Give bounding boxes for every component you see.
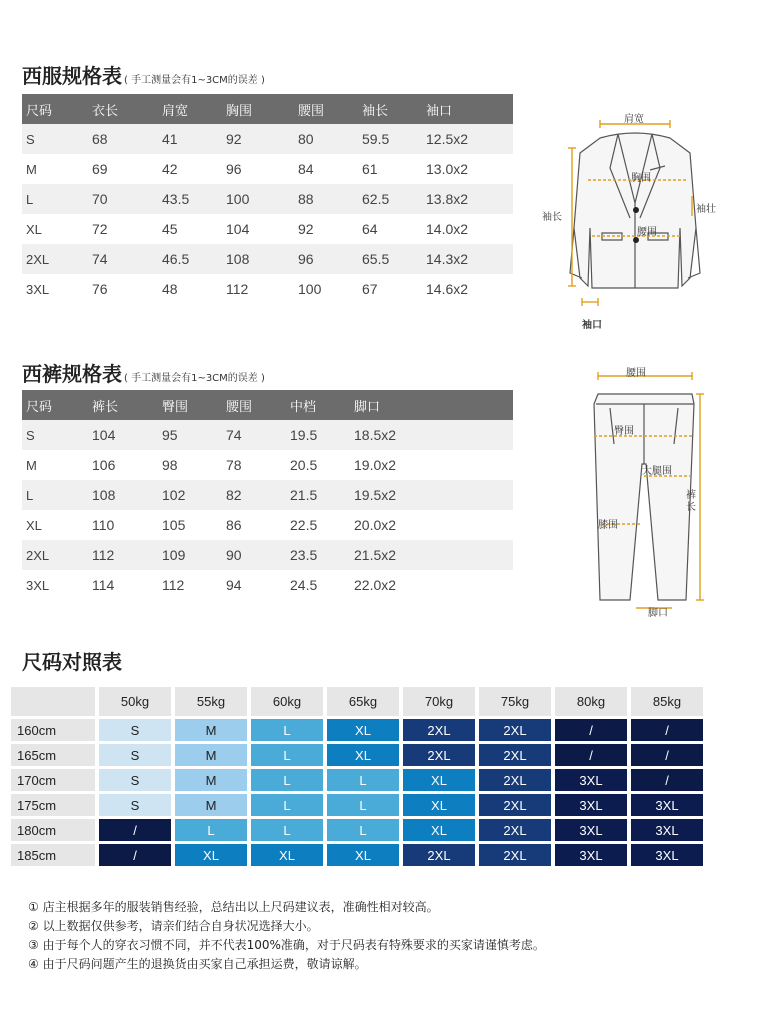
pants-table-cell: 98 [158, 450, 222, 480]
pants-table-cell: 20.5 [286, 450, 350, 480]
suit-note: ( 手工测量会有1~3CM的误差 ) [124, 75, 265, 86]
suit-table-row [22, 154, 513, 184]
size-cell: / [99, 819, 171, 841]
suit-sleeve-width-label: 袖壮 [696, 204, 716, 215]
weight-header: 65kg [327, 687, 399, 716]
size-cell: S [99, 719, 171, 741]
weight-header: 85kg [631, 687, 703, 716]
size-cell: XL [327, 744, 399, 766]
size-chart-row [11, 769, 703, 791]
suit-table-row [22, 214, 513, 244]
pants-title-text: 西裤规格表 [22, 362, 122, 386]
size-cell: L [175, 819, 247, 841]
suit-table-cell: 67 [358, 274, 422, 304]
size-chart-corner [11, 687, 95, 716]
suit-cuff-label: 袖口 [582, 320, 602, 331]
suit-header-cell: 肩宽 [158, 94, 222, 124]
pants-table-cell: 19.5 [286, 420, 350, 450]
suit-table-cell: 92 [222, 124, 294, 154]
suit-table-cell: 14.6x2 [422, 274, 513, 304]
suit-table-cell: 42 [158, 154, 222, 184]
pants-note: ( 手工测量会有1~3CM的误差 ) [124, 373, 265, 384]
suit-table-cell: 100 [294, 274, 358, 304]
pants-table-row [22, 540, 513, 570]
size-cell: / [555, 744, 627, 766]
suit-table-cell: 84 [294, 154, 358, 184]
size-cell: XL [403, 769, 475, 791]
suit-table-cell: 74 [88, 244, 158, 274]
pants-table-cell: 102 [158, 480, 222, 510]
pants-table-cell: 78 [222, 450, 286, 480]
height-header: 170cm [11, 769, 95, 791]
pants-title [22, 358, 265, 387]
pants-table-cell: 106 [88, 450, 158, 480]
size-cell: 3XL [555, 819, 627, 841]
suit-table-cell: 61 [358, 154, 422, 184]
size-cell: 2XL [479, 794, 551, 816]
pants-table-cell: 94 [222, 570, 286, 600]
notes [28, 898, 545, 974]
size-cell: L [327, 769, 399, 791]
height-header: 175cm [11, 794, 95, 816]
suit-table-cell: 70 [88, 184, 158, 214]
size-cell: L [251, 819, 323, 841]
size-cell: 3XL [631, 844, 703, 866]
weight-header: 50kg [99, 687, 171, 716]
suit-diagram [540, 108, 740, 330]
pants-table-cell: 82 [222, 480, 286, 510]
suit-table-cell: 46.5 [158, 244, 222, 274]
pants-header-cell: 中档 [286, 390, 350, 420]
pants-table-cell: 108 [88, 480, 158, 510]
suit-title [22, 60, 265, 89]
size-cell: 2XL [403, 744, 475, 766]
suit-sleeve-length-label: 袖长 [542, 212, 562, 223]
size-cell: M [175, 719, 247, 741]
suit-table-cell: 59.5 [358, 124, 422, 154]
size-cell: S [99, 769, 171, 791]
pants-table-cell: 23.5 [286, 540, 350, 570]
note-3: ③ 由于每个人的穿衣习惯不同，并不代表100%准确，对于尺码表有特殊要求的买家请谨慎考虑。 [28, 938, 545, 952]
suit-table-row [22, 274, 513, 304]
suit-table-cell: 100 [222, 184, 294, 214]
height-header: 180cm [11, 819, 95, 841]
pants-table-cell: 114 [88, 570, 158, 600]
pants-table-row [22, 450, 513, 480]
pants-knee-label: 膝围 [598, 520, 618, 531]
size-cell: L [327, 819, 399, 841]
height-header: 160cm [11, 719, 95, 741]
pants-waist-label: 腰围 [626, 368, 646, 379]
size-cell: L [251, 719, 323, 741]
size-cell: / [99, 844, 171, 866]
suit-chest-label: 胸围 [631, 173, 651, 184]
size-cell: M [175, 794, 247, 816]
size-chart-row [11, 744, 703, 766]
suit-table-cell: S [22, 124, 88, 154]
size-cell: L [251, 769, 323, 791]
suit-table-row [22, 244, 513, 274]
size-cell: / [555, 719, 627, 741]
suit-table-cell: 3XL [22, 274, 88, 304]
size-cell: S [99, 794, 171, 816]
suit-waist-label: 腰围 [637, 227, 657, 238]
size-chart-table [7, 684, 707, 869]
pants-table-cell: 74 [222, 420, 286, 450]
size-cell: / [631, 769, 703, 791]
suit-table-cell: 68 [88, 124, 158, 154]
size-cell: XL [327, 844, 399, 866]
suit-table-cell: 48 [158, 274, 222, 304]
suit-table-cell: 108 [222, 244, 294, 274]
pants-table-cell: 105 [158, 510, 222, 540]
suit-table-cell: L [22, 184, 88, 214]
suit-table-cell: 92 [294, 214, 358, 244]
size-chart-title: 尺码对照表 [22, 650, 122, 674]
size-cell: 3XL [555, 794, 627, 816]
pants-table-row [22, 510, 513, 540]
suit-title-text: 西服规格表 [22, 64, 122, 88]
suit-table-cell: 13.0x2 [422, 154, 513, 184]
pants-table-cell: 90 [222, 540, 286, 570]
size-chart-row [11, 794, 703, 816]
suit-table-cell: 64 [358, 214, 422, 244]
suit-table-row [22, 184, 513, 214]
pants-table-cell: 110 [88, 510, 158, 540]
weight-header: 70kg [403, 687, 475, 716]
suit-illustration [540, 108, 740, 330]
suit-table-cell: 12.5x2 [422, 124, 513, 154]
size-cell: XL [403, 794, 475, 816]
suit-table-cell: 96 [294, 244, 358, 274]
pants-table-cell: 112 [88, 540, 158, 570]
height-header: 165cm [11, 744, 95, 766]
suit-table-cell: 62.5 [358, 184, 422, 214]
size-cell: 2XL [403, 844, 475, 866]
pants-table-cell: 104 [88, 420, 158, 450]
suit-table-cell: 104 [222, 214, 294, 244]
size-cell: M [175, 769, 247, 791]
suit-header-cell: 袖口 [422, 94, 513, 124]
suit-table-cell: 88 [294, 184, 358, 214]
suit-table-cell: 14.3x2 [422, 244, 513, 274]
pants-header-cell: 裤长 [88, 390, 158, 420]
size-cell: 2XL [479, 844, 551, 866]
suit-header-cell: 尺码 [22, 94, 88, 124]
pants-spec-table [22, 390, 513, 600]
size-cell: 2XL [479, 744, 551, 766]
pants-table-cell: 3XL [22, 570, 88, 600]
size-chart-row [11, 719, 703, 741]
suit-table-cell: 41 [158, 124, 222, 154]
suit-table-cell: 45 [158, 214, 222, 244]
pants-table-row [22, 570, 513, 600]
suit-table-cell: 112 [222, 274, 294, 304]
weight-header: 75kg [479, 687, 551, 716]
pants-length-label: 裤长 [686, 490, 696, 513]
pants-table-cell: 109 [158, 540, 222, 570]
pants-table-cell: 86 [222, 510, 286, 540]
suit-header-cell: 腰围 [294, 94, 358, 124]
suit-table-cell: XL [22, 214, 88, 244]
size-cell: L [327, 794, 399, 816]
pants-table-row [22, 420, 513, 450]
note-2: ② 以上数据仅供参考，请亲们结合自身状况选择大小。 [28, 919, 319, 933]
pants-table-cell: 19.5x2 [350, 480, 513, 510]
suit-table-cell: 72 [88, 214, 158, 244]
pants-table-cell: 18.5x2 [350, 420, 513, 450]
size-cell: L [251, 794, 323, 816]
pants-table-cell: XL [22, 510, 88, 540]
pants-table-cell: L [22, 480, 88, 510]
size-cell: 3XL [631, 794, 703, 816]
pants-table-cell: 20.0x2 [350, 510, 513, 540]
size-cell: M [175, 744, 247, 766]
size-cell: 3XL [555, 844, 627, 866]
pants-hem-label: 脚口 [648, 608, 668, 619]
suit-table-cell: 43.5 [158, 184, 222, 214]
height-header: 185cm [11, 844, 95, 866]
pants-table-cell: M [22, 450, 88, 480]
size-chart-row [11, 844, 703, 866]
suit-table-cell: 96 [222, 154, 294, 184]
suit-table-cell: 80 [294, 124, 358, 154]
pants-header-cell: 尺码 [22, 390, 88, 420]
size-cell: 2XL [479, 719, 551, 741]
suit-header-cell: 衣长 [88, 94, 158, 124]
pants-table-cell: 24.5 [286, 570, 350, 600]
weight-header: 60kg [251, 687, 323, 716]
pants-header-cell: 臀围 [158, 390, 222, 420]
suit-table-cell: 65.5 [358, 244, 422, 274]
pants-header-cell: 脚口 [350, 390, 513, 420]
pants-table-cell: 21.5x2 [350, 540, 513, 570]
suit-table-cell: 13.8x2 [422, 184, 513, 214]
note-4: ④ 由于尺码问题产生的退换货由买家自己承担运费，敬请谅解。 [28, 957, 367, 971]
weight-header: 80kg [555, 687, 627, 716]
pants-table-cell: 21.5 [286, 480, 350, 510]
size-cell: XL [327, 719, 399, 741]
pants-table-cell: 112 [158, 570, 222, 600]
size-cell: 2XL [403, 719, 475, 741]
size-cell: L [251, 744, 323, 766]
suit-header-cell: 袖长 [358, 94, 422, 124]
suit-table-cell: 69 [88, 154, 158, 184]
pants-table-cell: 22.5 [286, 510, 350, 540]
suit-table-cell: 14.0x2 [422, 214, 513, 244]
size-cell: S [99, 744, 171, 766]
suit-table-cell: M [22, 154, 88, 184]
pants-thigh-label: 大腿围 [642, 466, 672, 477]
size-cell: XL [175, 844, 247, 866]
pants-header-cell: 腰围 [222, 390, 286, 420]
suit-table-row [22, 124, 513, 154]
pants-table-cell: 22.0x2 [350, 570, 513, 600]
suit-shoulder-label: 肩宽 [624, 114, 644, 125]
size-cell: 2XL [479, 769, 551, 791]
size-cell: / [631, 719, 703, 741]
suit-header-cell: 胸围 [222, 94, 294, 124]
suit-spec-table [22, 94, 513, 304]
size-cell: 3XL [555, 769, 627, 791]
note-1: ① 店主根据多年的服装销售经验，总结出以上尺码建议表，准确性相对较高。 [28, 900, 439, 914]
size-chart-row [11, 819, 703, 841]
weight-header: 55kg [175, 687, 247, 716]
size-cell: XL [251, 844, 323, 866]
pants-table-cell: 95 [158, 420, 222, 450]
size-cell: / [631, 744, 703, 766]
pants-hip-label: 臀围 [614, 426, 634, 437]
pants-diagram [580, 364, 710, 618]
suit-table-cell: 76 [88, 274, 158, 304]
size-cell: 3XL [631, 819, 703, 841]
suit-table-cell: 2XL [22, 244, 88, 274]
pants-table-cell: S [22, 420, 88, 450]
pants-table-cell: 2XL [22, 540, 88, 570]
pants-table-cell: 19.0x2 [350, 450, 513, 480]
size-cell: 2XL [479, 819, 551, 841]
pants-table-row [22, 480, 513, 510]
size-cell: XL [403, 819, 475, 841]
